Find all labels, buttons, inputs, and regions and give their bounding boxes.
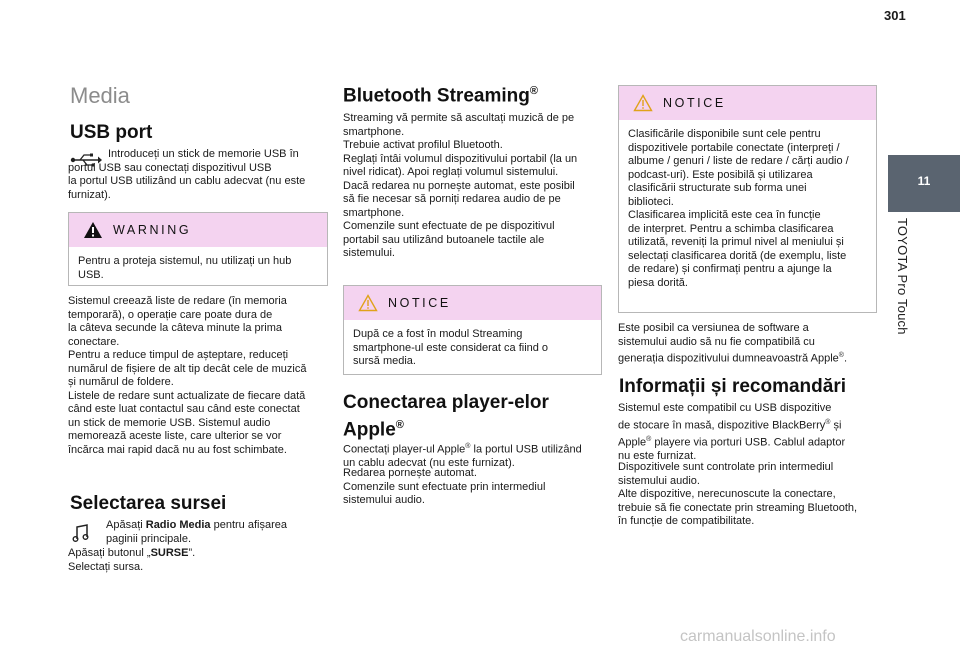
notice2-text: Clasificările disponibile sunt cele pentru dispozitivele portabile conectate (interpreți / albume / genuri / liste de redare / cărți audio / podcast-uri). Este posibilă și utilizarea clasificării structurate sub forma unei biblioteci. Clasificarea implicită este cea în funcție de interpret. Pentru a schimba clasificarea utilizată, reveniți la primul nivel al meniului și selectați clasificarea dorită (de exemplu, liste de redare) și confirmați pentru a ajunge la piesa dorită.	[628, 128, 849, 289]
radio-media-label: Radio Media	[145, 519, 211, 531]
heading-usb-port: USB port	[70, 122, 153, 143]
notice2-label: NOTICE	[663, 96, 726, 110]
notice-label: NOTICE	[388, 296, 451, 310]
notice-header	[344, 286, 601, 320]
warning-box	[68, 212, 328, 286]
info-compat-text: Sistemul este compatibil cu USB dispozitive de stocare în masă, dispozitive BlackBerry® și Apple® playere via porturi USB. Cablul adaptor nu este furnizat.	[618, 402, 846, 462]
usb-body-text: Sistemul creează liste de redare (în memoria temporară), o operație care poate dura de la câteva secunde la câteva minute la prima conectare. Pentru a reduce timpul de așteptare, reduceți numărul de fișiere de alt tip decât cele de muzică și numărul de foldere. Listele de redare sunt actualizate de fiecare dată când este luat contactul sau când este conectat un stick de memorie USB. Sistemul audio memorează aceste liste, care ulterior se vor încărca mai rapid dacă nu au fost schimbate.	[68, 295, 307, 456]
notice2-icon	[633, 94, 653, 117]
info-body-text: Dispozitivele sunt controlate prin intermediul sistemului audio. Alte dispozitive, nerecunoscute la conectare, trebuie să fie conectate prin streaming Bluetooth, în funcție de compatibilitate.	[618, 461, 858, 527]
warning-label: WARNING	[113, 223, 192, 237]
bluetooth-body-text: Streaming vă permite să ascultați muzică de pe smartphone. Trebuie activat profilul Bluetooth. Reglați întâi volumul dispozitivului portabil (la un nivel ridicat). Apoi reglați volumul sistemului. Dacă redarea nu pornește automat, este posibil să fie necesar să porniți redarea audio de pe smartphone. Comenzile sunt efectuate de pe dispozitivul portabil sau utilizând butoanele tactile ale sistemului.	[343, 112, 578, 259]
notice-box-classification	[618, 85, 877, 313]
notice2-header	[619, 86, 876, 120]
section-title-media: Media	[70, 83, 130, 108]
warning-text: Pentru a proteja sistemul, nu utilizați un hub USB.	[78, 255, 292, 281]
apple-body-text: Redarea pornește automat. Comenzile sunt efectuate prin intermediul sistemului audio.	[343, 467, 546, 506]
bluetooth-notice-box	[343, 285, 602, 375]
watermark: carmanualsonline.info	[680, 628, 836, 645]
bluetooth-notice-text: După ce a fost în modul Streaming smartphone-ul este considerat ca fiind o sursă media.	[353, 328, 549, 367]
chapter-label: TOYOTA Pro Touch	[895, 218, 910, 335]
source-select-text: Selectați sursa.	[68, 561, 144, 573]
notice-icon	[358, 294, 378, 317]
page-number: 301	[884, 8, 906, 23]
heading-info: Informații și recomandări	[619, 376, 847, 397]
heading-apple: Conectarea player-elor Apple®	[343, 392, 549, 441]
source-press-text: Apăsați Radio Media pentru afișarea paginii principale.	[106, 519, 287, 545]
surse-button-label: SURSE	[150, 547, 189, 559]
heading-source-select: Selectarea sursei	[70, 493, 227, 514]
music-note-icon	[72, 524, 90, 547]
chapter-tab	[888, 155, 960, 212]
usb-intro-text: Introduceți un stick de memorie USB în portul USB sau conectați dispozitivul USB la portul USB utilizând un cablu adecvat (nu este furnizat).	[68, 148, 306, 201]
source-button-text: Apăsați butonul „SURSE”.	[68, 547, 196, 559]
heading-bluetooth: Bluetooth Streaming®	[343, 85, 538, 107]
software-compat-text: Este posibil ca versiunea de software a sistemului audio să nu fie compatibilă cu generația dispozitivului dumneavoastră Apple®.	[618, 322, 847, 365]
apple-connect-text: Conectați player-ul Apple® la portul USB utilizând un cablu adecvat (nu este furnizat).	[343, 443, 582, 470]
warning-header	[69, 213, 327, 247]
warning-icon	[83, 221, 103, 244]
chapter-number: 11	[917, 174, 931, 188]
